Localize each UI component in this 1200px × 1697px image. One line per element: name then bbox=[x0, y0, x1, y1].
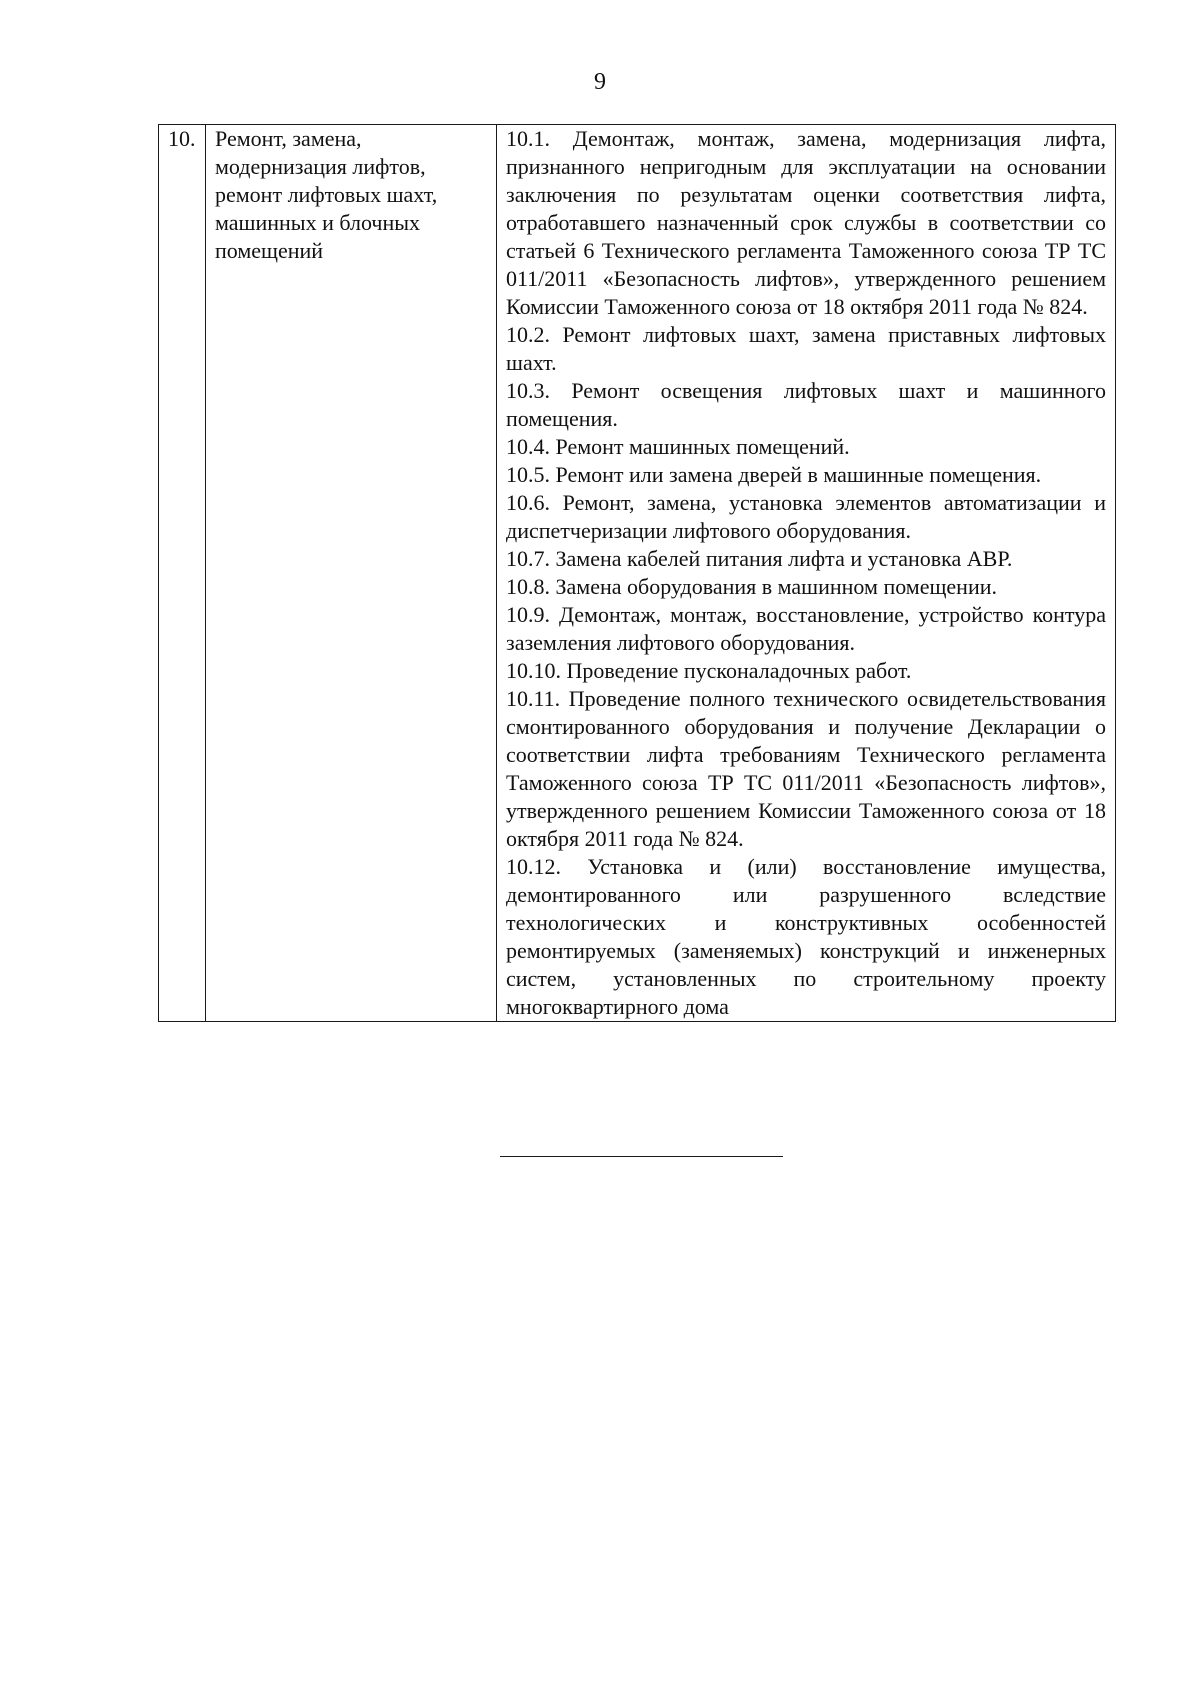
row-works-cell bbox=[497, 125, 1116, 1022]
work-item: 10.1. Демонтаж, монтаж, замена, модернизация лифта, признанного непригодным для эксплуатации на основании заключения по результатам оценки соответствия лифта, отработавшего назначенный срок службы в соответствии со статьей 6 Технического регламента Таможенного союза ТР ТС 011/2011 «Безопасность лифтов», утвержденного решением Комиссии Таможенного союза от 18 октября 2011 года № 824. bbox=[506, 126, 1106, 319]
work-item: 10.9. Демонтаж, монтаж, восстановление, устройство контура заземления лифтового оборудования. bbox=[506, 602, 1106, 655]
row-name-cell bbox=[206, 125, 497, 1022]
work-item: 10.12. Установка и (или) восстановление имущества, демонтированного или разрушенного вследствие технологических и конструктивных особенностей ремонтируемых (заменяемых) конструкций и инженерных систем, установленных по строительному проекту многоквартирного дома bbox=[506, 854, 1106, 1019]
work-item: 10.8. Замена оборудования в машинном помещении. bbox=[506, 574, 998, 599]
table-row bbox=[159, 125, 1116, 1022]
work-item: 10.11. Проведение полного технического освидетельствования смонтированного оборудования и получение Декларации о соответствии лифта требованиям Технического регламента Таможенного союза ТР ТС 011/2011 «Безопасность лифтов», утвержденного решением Комиссии Таможенного союза от 18 октября 2011 года № 824. bbox=[506, 686, 1106, 851]
row-name: Ремонт, замена, модернизация лифтов, ремонт лифтовых шахт, машинных и блочных помещений bbox=[215, 126, 438, 263]
work-item: 10.7. Замена кабелей питания лифта и установка АВР. bbox=[506, 546, 1013, 571]
work-item: 10.2. Ремонт лифтовых шахт, замена приставных лифтовых шахт. bbox=[506, 322, 1106, 375]
work-item: 10.10. Проведение пусконаладочных работ. bbox=[506, 658, 912, 683]
work-item: 10.6. Ремонт, замена, установка элементов автоматизации и диспетчеризации лифтового оборудования. bbox=[506, 490, 1106, 543]
works-table bbox=[158, 124, 1116, 1022]
work-item: 10.5. Ремонт или замена дверей в машинные помещения. bbox=[506, 462, 1042, 487]
row-number: 10. bbox=[168, 126, 196, 151]
work-item: 10.3. Ремонт освещения лифтовых шахт и машинного помещения. bbox=[506, 378, 1106, 431]
work-item: 10.4. Ремонт машинных помещений. bbox=[506, 434, 850, 459]
row-number-cell bbox=[159, 125, 206, 1022]
end-of-document-rule bbox=[500, 1156, 783, 1157]
works-list bbox=[506, 125, 1106, 1021]
page-number: 9 bbox=[594, 69, 606, 95]
